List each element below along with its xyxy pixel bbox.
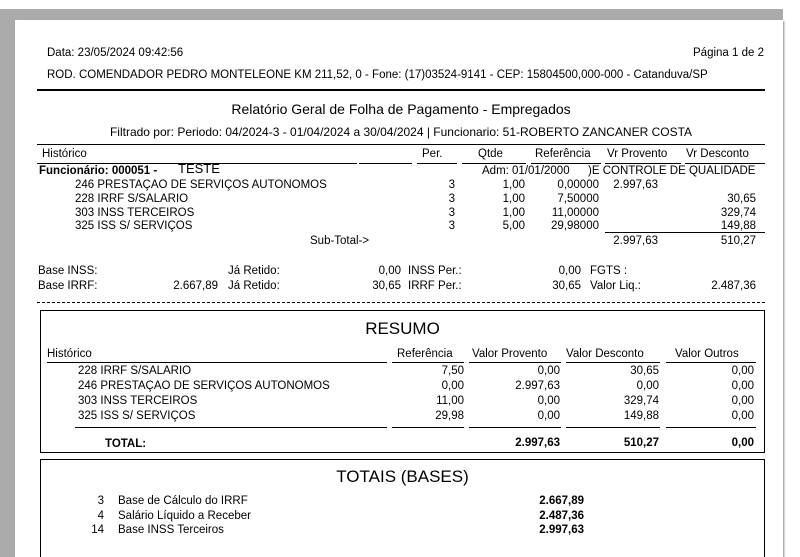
resumo-row-provento: 0,00 [537,365,560,377]
base-irrf-value: 2.667,89 [173,280,218,292]
totais-row-label: Salário Líquido a Receber [118,510,251,522]
subtotal-desconto: 510,27 [720,235,756,247]
col-underline-per [417,163,457,164]
col-underline-qtde [462,163,526,164]
entry-provento: 2.997,63 [613,179,658,191]
resumo-row-provento: 2.997,63 [515,380,560,392]
entry-per: 3 [448,179,455,191]
entry-desc: 246 PRESTAÇAO DE SERVIÇOS AUTONOMOS [75,179,327,191]
entry-ref: 0,00000 [557,179,599,191]
resumo-row-outros: 0,00 [731,395,754,407]
resumo-row-outros: 0,00 [731,410,754,422]
inss-per-value: 0,00 [558,265,581,277]
irrf-per-value: 30,65 [552,280,581,292]
entry-qtde: 1,00 [502,207,525,219]
entry-per: 3 [448,193,455,205]
entry-desc: 228 IRRF S/SALARIO [75,193,189,205]
entry-desc: 303 INSS TERCEIROS [75,207,195,219]
resumo-row-desc: 246 PRESTAÇAO DE SERVIÇOS AUTONOMOS [78,380,330,392]
resumo-row-ref: 11,00 [436,395,464,407]
resumo-col-referencia: Referência [397,348,453,360]
totais-row-num: 3 [97,495,104,507]
col-underline-gap [359,163,412,164]
totais-row-num: 14 [91,524,104,536]
report-title: Relatório Geral de Folha de Pagamento - Empregados [231,101,571,117]
col-qtde: Qtde [478,148,503,160]
total-rule-desconto [566,427,660,428]
total-provento: 2.997,63 [515,437,560,449]
resumo-row-desc: 303 INSS TERCEIROS [78,395,198,407]
subtotal-provento: 2.997,63 [613,235,658,247]
resumo-row-ref: 7,50 [441,365,464,377]
header-divider [37,89,765,91]
resumo-col-historico: Histórico [47,348,92,360]
entry-desconto: 329,74 [720,207,756,219]
report-page [15,20,783,557]
col-underline-ref [531,163,601,164]
section-dashed-divider [37,302,765,303]
total-rule-provento [469,427,561,428]
resumo-row-desconto: 149,88 [623,410,659,422]
ja-retido-irrf-value: 30,65 [372,280,401,292]
resumo-row-desconto: 329,74 [623,395,659,407]
totais-row-label: Base de Cálculo do IRRF [118,495,248,507]
total-desconto: 510,27 [623,437,659,449]
resumo-col-outros: Valor Outros [675,348,739,360]
resumo-col-provento: Valor Provento [472,348,548,360]
resumo-row-ref: 29,98 [435,410,464,422]
total-label: TOTAL: [105,438,147,450]
entry-ref: 7,50000 [557,193,599,205]
inss-per-label: INSS Per.: [408,265,462,277]
totais-row-label: Base INSS Terceiros [118,524,224,536]
col-vr-provento: Vr Provento [607,148,668,160]
resumo-row-ref: 0,00 [441,380,464,392]
totais-row-num: 4 [97,510,104,522]
viewer-right-strip [783,0,800,557]
entry-desconto: 30,65 [727,193,756,205]
resumo-underline-desconto [566,362,660,363]
total-outros: 0,00 [731,437,754,449]
total-rule-ref [392,427,464,428]
report-filter: Filtrado por: Periodo: 04/2024-3 - 01/04/2024 a 30/04/2024 | Funcionario: 51-ROBERTO ZANCANER COSTA [109,125,693,139]
resumo-title: RESUMO [365,319,440,338]
col-per: Per. [422,148,443,160]
totais-row-value: 2.667,89 [539,495,584,507]
entry-qtde: 5,00 [502,220,525,232]
entry-desconto: 149,88 [720,220,756,232]
ja-retido-inss-label: Já Retido: [228,265,280,277]
page-number: Página 1 de 2 [693,47,764,59]
employee-department: )E CONTROLE DE QUALIDADE [588,165,756,177]
filter-divider [37,144,765,145]
resumo-row-provento: 0,00 [537,410,560,422]
entry-ref: 11,00000 [551,207,599,219]
ja-retido-irrf-label: Já Retido: [228,280,280,292]
valor-liq-label: Valor Liq.: [590,280,641,292]
employee-label: Funcionário: 000051 - [39,165,158,177]
col-referencia: Referência [535,148,591,160]
entry-per: 3 [448,220,455,232]
resumo-row-desconto: 0,00 [636,380,659,392]
valor-liq-value: 2.487,36 [711,280,756,292]
irrf-per-label: IRRF Per.: [408,280,462,292]
entry-qtde: 1,00 [502,179,525,191]
resumo-underline-historico [47,362,387,363]
col-historico: Histórico [42,148,87,160]
subtotal-label: Sub-Total-> [310,235,370,247]
totais-title: TOTAIS (BASES) [336,467,469,486]
company-address: ROD. COMENDADOR PEDRO MONTELEONE KM 211,52, 0 - Fone: (17)03524-9141 - CEP: 15804500,000-000 - Catanduva/SP [47,69,708,81]
base-irrf-label: Base IRRF: [38,280,98,292]
entry-per: 3 [448,207,455,219]
resumo-underline-outros [666,362,756,363]
col-underline-desconto [685,163,765,164]
employee-name: TESTE [178,161,220,176]
resumo-row-desc: 325 ISS S/ SERVIÇOS [78,410,196,422]
total-rule-historico [75,427,387,428]
subtotal-rule [605,232,765,233]
base-inss-label: Base INSS: [38,265,98,277]
col-underline-provento [605,163,681,164]
resumo-col-desconto: Valor Desconto [566,348,644,360]
print-date: Data: 23/05/2024 09:42:56 [47,47,184,59]
employee-admission: Adm: 01/01/2000 [482,165,570,177]
resumo-underline-provento [469,362,561,363]
entry-ref: 29,98000 [551,220,599,232]
resumo-underline-ref [392,362,464,363]
totais-row-value: 2.997,63 [539,524,584,536]
resumo-row-outros: 0,00 [731,365,754,377]
resumo-row-provento: 0,00 [537,395,560,407]
resumo-row-desconto: 30,65 [630,365,659,377]
resumo-row-desc: 228 IRRF S/SALARIO [78,365,192,377]
totais-row-value: 2.487,36 [539,510,584,522]
resumo-row-outros: 0,00 [731,380,754,392]
viewer-top-strip [0,0,800,9]
col-vr-desconto: Vr Desconto [686,148,749,160]
ja-retido-inss-value: 0,00 [378,265,401,277]
entry-qtde: 1,00 [502,193,525,205]
entry-desc: 325 ISS S/ SERVIÇOS [75,220,193,232]
fgts-label: FGTS : [590,265,628,277]
total-rule-outros [666,427,756,428]
